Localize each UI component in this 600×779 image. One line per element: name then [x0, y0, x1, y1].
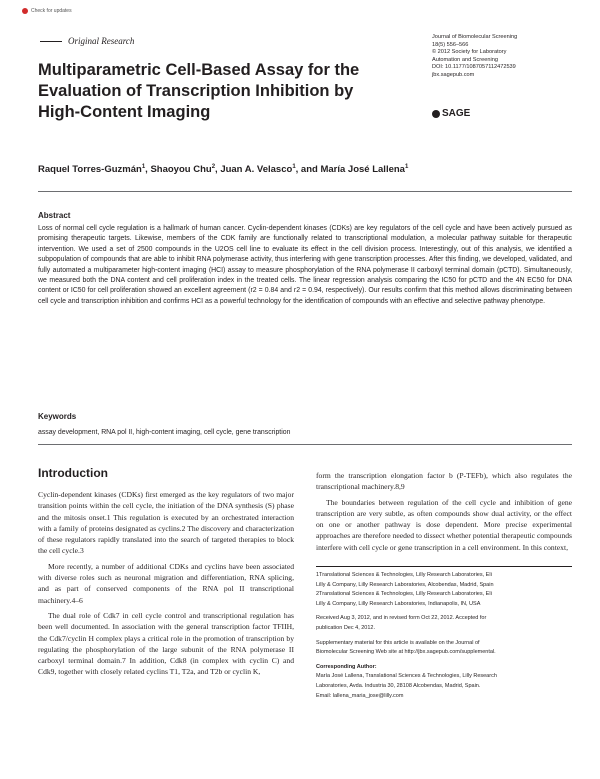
supplementary-line: Supplementary material for this article is available on the Journal of	[316, 639, 480, 646]
affiliation-line: Lilly & Company, Lilly Research Laboratories, Indianapolis, IN, USA	[316, 600, 481, 607]
introduction-heading: Introduction	[38, 466, 108, 480]
section-label	[40, 36, 134, 46]
corresponding-line: Laboratories, Avda. Industria 30, 28108 Alcobendas, Madrid, Spain.	[316, 682, 481, 689]
check-for-updates-badge[interactable]	[22, 8, 72, 14]
author-separator: ,	[215, 164, 221, 176]
author-name: María José Lallena	[320, 164, 405, 176]
author-affiliation: 1	[292, 164, 296, 170]
paragraph: Cyclin-dependent kinases (CDKs) first emerged as the key regulators of two major transition points within the cell cycle, the initiation of the DNA synthesis (S) phase and the mitosis onset.1 This regulation is executed by an orchestrated interaction with a family of proteins designated as cyclins.2 The discovery and characterization of these regulators rapidly translated into the search of targeted therapies to block the cell cycle.3	[38, 490, 294, 556]
paragraph: The boundaries between regulation of the cell cycle and inhibition of gene transcription are very subtle, as often compounds show dual activity, or the effect on one or another pathway is dose dependent. More precise experimental approaches are therefore needed to dissect whether potential therapeutic compounds interfere with cell cycle or gene transcription in a cell environment. In this context,	[316, 497, 572, 552]
abstract-heading: Abstract	[38, 211, 71, 220]
publisher-logo	[432, 108, 470, 119]
paragraph: form the transcription elongation factor b (P-TEFb), which also regulates the transcriptional machinery.8,9	[316, 471, 572, 492]
received-line: publication Dec 4, 2012.	[316, 624, 376, 631]
journal-line: Automation and Screening	[432, 56, 498, 63]
badge-text: Check for updates	[31, 8, 72, 14]
journal-line: 18(5) 556–566	[432, 41, 469, 48]
sage-logo-icon	[432, 110, 440, 118]
section-rule	[40, 41, 62, 42]
author-affiliation: 1	[141, 164, 146, 170]
author-name: Raquel Torres-Guzmán	[38, 164, 142, 176]
affiliation-line: Lilly & Company, Lilly Research Laboratories, Alcobendas, Madrid, Spain	[316, 581, 494, 588]
author-affiliation: 1	[404, 164, 409, 170]
affiliation-line: 2Translational Sciences & Technologies, Lilly Research Laboratories, Eli	[316, 591, 492, 598]
journal-link[interactable]: jbx.sagepub.com	[432, 71, 475, 78]
author-separator: , and	[295, 164, 321, 176]
author-name: Shaoyou Chu	[150, 164, 212, 176]
publisher-name: SAGE	[442, 108, 471, 119]
keywords-text: assay development, RNA pol II, high-content imaging, cell cycle, gene transcription	[38, 429, 291, 436]
author-affiliation: 2	[211, 164, 216, 170]
divider	[38, 191, 572, 192]
journal-line: Journal of Biomolecular Screening	[432, 34, 518, 40]
paragraph: The dual role of Cdk7 in cell cycle control and transcriptional regulation has been well documented. In association with the general transcription factor TFIIH, the Cdk7/cyclin H complex plays a critical role in the promotion of transcription by regulating the phosphorylation of the large subunit of the RNA polymerase II carboxyl terminal domain.7 In addition, Cdk8 (in complex with cyclin C) and Cdk9, together with closely related cyclins T1, T2a, and T2b or cyclin K,	[38, 610, 294, 677]
paragraph: More recently, a number of additional CDKs and cyclins have been associated with diverse roles such as neuronal migration and differentiation, RNA splicing, and as part of conserved components of the RNA pol II transcriptional machinery.4–6	[38, 561, 294, 605]
update-dot-icon	[22, 8, 28, 14]
abstract-text: Loss of normal cell cycle regulation is a hallmark of human cancer. Cyclin-dependent kinases (CDKs) are key regulators of the cell cycle and have been actively pursued as promising therapeutic targets. Likewise, members of the CDK family are functionally related to transcriptional modulation, a molecular pathway suitable for therapeutic intervention. We used a set of 2500 compounds in the U2OS cell line to evaluate its effect in the cell division process. Interestingly, out of this analysis, we identified a subpopulation of compounds that are able to inhibit RNA polymerase activity, thus interfering with gene transcription processes. After this finding, we developed, validated, and fully automated a multiparameter high-content imaging (HCI) assay to measure phosphorylation of the RNA polymerase II carboxyl terminal domain (pCTD). Simultaneously, we measured both the DNA content and cell proliferation index in the treated cells. The linear regression analysis comparing the IC50 for pCTD and the 4N EC50 for DNA content or IC50 for cell proliferation showed an excellent agreement (r2 = 0.84 and r2 = 0.94, respectively). Our results confirm that this method allows discriminating between cell cycle and transcription inhibition and confirms HCI as a powerful technology for the identification of compounds with an effective and selective pathway phenotype.	[38, 225, 572, 305]
corresponding-line: María José Lallena, Translational Sciences & Technologies, Lilly Research	[316, 673, 497, 680]
author-separator: ,	[145, 164, 151, 176]
body-column-right	[316, 470, 572, 557]
author-name: Juan A. Velasco	[220, 164, 293, 176]
section-label-text: Original Research	[68, 36, 135, 46]
received-line: Received Aug 3, 2012, and in revised form Oct 22, 2012. Accepted for	[316, 615, 487, 622]
affiliation-line: 1Translational Sciences & Technologies, Lilly Research Laboratories, Eli	[316, 572, 492, 578]
article-notes	[316, 571, 572, 701]
author-list	[38, 164, 408, 175]
divider	[38, 444, 572, 445]
corresponding-email[interactable]: Email: lallena_maria_jose@lilly.com	[316, 692, 404, 699]
footnote-divider	[316, 566, 572, 567]
corresponding-heading: Corresponding Author:	[316, 663, 377, 670]
supplementary-link[interactable]: Biomolecular Screening Web site at http://jbx.sagepub.com/supplemental.	[316, 649, 496, 656]
article-title: Multiparametric Cell-Based Assay for the Evaluation of Transcription Inhibition by High-Content Imaging	[38, 61, 360, 121]
keywords-heading: Keywords	[38, 412, 77, 421]
journal-line: © 2012 Society for Laboratory	[432, 49, 507, 56]
journal-info	[432, 34, 582, 80]
journal-line: DOI: 10.1177/1087057112472539	[432, 64, 516, 71]
body-column-left	[38, 489, 294, 682]
